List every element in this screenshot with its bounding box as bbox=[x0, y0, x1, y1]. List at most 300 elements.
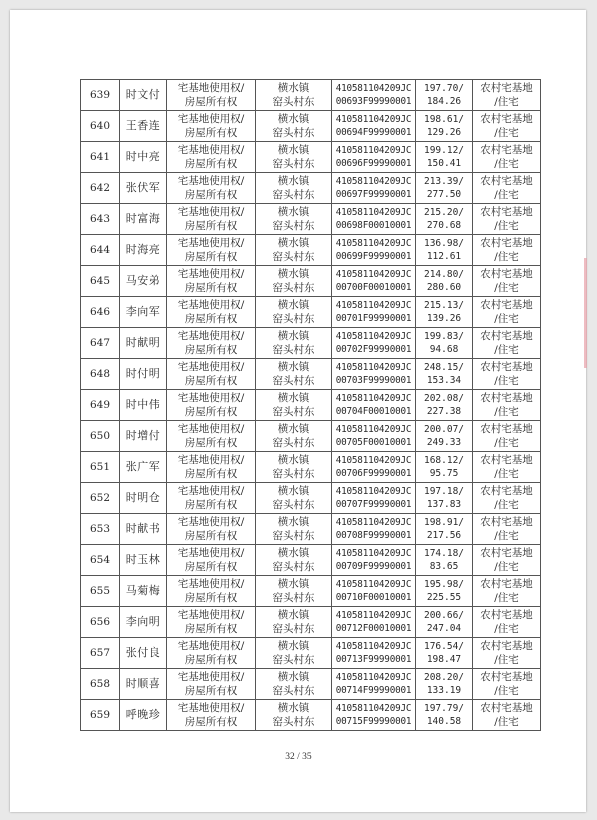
table-row bbox=[81, 700, 541, 731]
location-text: 横水镇 bbox=[277, 671, 310, 683]
location-text: 窑头村东 bbox=[272, 561, 315, 573]
location-cell bbox=[256, 514, 332, 545]
right-type-cell bbox=[167, 297, 256, 328]
right-type-text: 宅基地使用权/ bbox=[177, 578, 245, 590]
table-row bbox=[81, 390, 541, 421]
land-use-cell bbox=[473, 452, 541, 483]
area-text: 153.34 bbox=[426, 375, 462, 386]
row-number-text: 647 bbox=[89, 337, 111, 349]
unit-code-cell bbox=[332, 669, 416, 700]
unit-code-text: 00693F99990001 bbox=[335, 96, 412, 107]
owner-name-text: 张广军 bbox=[125, 460, 161, 473]
row-number-cell bbox=[81, 669, 120, 700]
area-text: 140.58 bbox=[426, 716, 462, 727]
owner-name-cell bbox=[120, 142, 167, 173]
row-number-text: 649 bbox=[89, 399, 111, 411]
right-type-text: 宅基地使用权/ bbox=[177, 516, 245, 528]
table-row bbox=[81, 266, 541, 297]
owner-name-cell bbox=[120, 576, 167, 607]
area-text: 198.47 bbox=[426, 654, 462, 665]
right-type-text: 房屋所有权 bbox=[184, 406, 238, 418]
land-use-text: /住宅 bbox=[494, 437, 519, 449]
right-type-cell bbox=[167, 700, 256, 731]
owner-name-text: 时明仓 bbox=[125, 491, 161, 504]
right-type-text: 房屋所有权 bbox=[184, 716, 238, 728]
location-text: 窑头村东 bbox=[272, 189, 315, 201]
owner-name-text: 王香连 bbox=[125, 119, 161, 132]
right-type-text: 宅基地使用权/ bbox=[177, 423, 245, 435]
area-text: 95.75 bbox=[429, 468, 459, 479]
land-use-text: /住宅 bbox=[494, 313, 519, 325]
land-use-cell bbox=[473, 421, 541, 452]
row-number-cell bbox=[81, 235, 120, 266]
location-cell bbox=[256, 483, 332, 514]
unit-code-text: 00699F99990001 bbox=[335, 251, 412, 262]
land-use-cell bbox=[473, 514, 541, 545]
land-use-text: /住宅 bbox=[494, 406, 519, 418]
location-text: 窑头村东 bbox=[272, 685, 315, 697]
unit-code-text: 410581104209JC bbox=[335, 424, 412, 435]
owner-name-cell bbox=[120, 390, 167, 421]
right-type-text: 宅基地使用权/ bbox=[177, 361, 245, 373]
table-body bbox=[81, 80, 541, 731]
row-number-cell bbox=[81, 483, 120, 514]
row-number-text: 653 bbox=[89, 523, 111, 535]
area-text: 270.68 bbox=[426, 220, 462, 231]
unit-code-cell bbox=[332, 700, 416, 731]
unit-code-text: 410581104209JC bbox=[335, 176, 412, 187]
table-row bbox=[81, 483, 541, 514]
location-text: 窑头村东 bbox=[272, 530, 315, 542]
unit-code-cell bbox=[332, 111, 416, 142]
area-text: 168.12/ bbox=[423, 455, 465, 466]
location-text: 横水镇 bbox=[277, 361, 310, 373]
location-text: 窑头村东 bbox=[272, 220, 315, 232]
table-row bbox=[81, 638, 541, 669]
right-type-cell bbox=[167, 669, 256, 700]
unit-code-text: 410581104209JC bbox=[335, 579, 412, 590]
page-number: 32 / 35 bbox=[285, 752, 312, 762]
unit-code-cell bbox=[332, 452, 416, 483]
unit-code-cell bbox=[332, 80, 416, 111]
right-type-text: 宅基地使用权/ bbox=[177, 640, 245, 652]
right-type-text: 房屋所有权 bbox=[184, 158, 238, 170]
land-use-text: 农村宅基地 bbox=[480, 640, 533, 652]
right-type-text: 房屋所有权 bbox=[184, 344, 238, 356]
owner-name-text: 李向明 bbox=[125, 615, 161, 628]
location-text: 横水镇 bbox=[277, 113, 310, 125]
land-use-text: 农村宅基地 bbox=[480, 454, 533, 466]
location-text: 横水镇 bbox=[277, 423, 310, 435]
right-type-text: 房屋所有权 bbox=[184, 654, 238, 666]
owner-name-cell bbox=[120, 638, 167, 669]
area-text: 199.12/ bbox=[423, 145, 465, 156]
table-row bbox=[81, 576, 541, 607]
table-row bbox=[81, 669, 541, 700]
unit-code-text: 00713F99990001 bbox=[335, 654, 412, 665]
land-use-text: /住宅 bbox=[494, 158, 519, 170]
row-number-text: 642 bbox=[89, 182, 111, 194]
land-use-text: /住宅 bbox=[494, 96, 519, 108]
row-number-cell bbox=[81, 111, 120, 142]
location-text: 窑头村东 bbox=[272, 158, 315, 170]
owner-name-cell bbox=[120, 111, 167, 142]
owner-name-text: 时文付 bbox=[125, 88, 161, 101]
right-type-cell bbox=[167, 328, 256, 359]
table-row bbox=[81, 359, 541, 390]
right-type-text: 宅基地使用权/ bbox=[177, 113, 245, 125]
area-cell bbox=[416, 266, 473, 297]
location-text: 横水镇 bbox=[277, 454, 310, 466]
land-use-text: /住宅 bbox=[494, 344, 519, 356]
area-cell bbox=[416, 173, 473, 204]
area-text: 197.18/ bbox=[423, 486, 465, 497]
row-number-cell bbox=[81, 80, 120, 111]
area-text: 248.15/ bbox=[423, 362, 465, 373]
unit-code-cell bbox=[332, 204, 416, 235]
right-type-text: 房屋所有权 bbox=[184, 189, 238, 201]
table-row bbox=[81, 204, 541, 235]
row-number-text: 646 bbox=[89, 306, 111, 318]
table-row bbox=[81, 545, 541, 576]
unit-code-text: 410581104209JC bbox=[335, 300, 412, 311]
land-use-text: 农村宅基地 bbox=[480, 237, 533, 249]
land-use-cell bbox=[473, 359, 541, 390]
area-text: 208.20/ bbox=[423, 672, 465, 683]
area-cell bbox=[416, 359, 473, 390]
table-row bbox=[81, 235, 541, 266]
right-type-cell bbox=[167, 545, 256, 576]
land-use-text: 农村宅基地 bbox=[480, 702, 533, 714]
area-text: 200.66/ bbox=[423, 610, 465, 621]
area-cell bbox=[416, 483, 473, 514]
row-number-cell bbox=[81, 638, 120, 669]
right-type-cell bbox=[167, 235, 256, 266]
row-number-cell bbox=[81, 700, 120, 731]
row-number-text: 654 bbox=[89, 554, 111, 566]
area-text: 198.91/ bbox=[423, 517, 465, 528]
land-use-text: /住宅 bbox=[494, 189, 519, 201]
unit-code-text: 410581104209JC bbox=[335, 269, 412, 280]
unit-code-text: 00701F99990001 bbox=[335, 313, 412, 324]
right-type-cell bbox=[167, 514, 256, 545]
right-type-text: 宅基地使用权/ bbox=[177, 237, 245, 249]
unit-code-cell bbox=[332, 173, 416, 204]
location-text: 窑头村东 bbox=[272, 96, 315, 108]
land-use-text: 农村宅基地 bbox=[480, 268, 533, 280]
row-number-cell bbox=[81, 390, 120, 421]
location-text: 窑头村东 bbox=[272, 437, 315, 449]
land-use-text: 农村宅基地 bbox=[480, 206, 533, 218]
right-type-cell bbox=[167, 576, 256, 607]
location-text: 窑头村东 bbox=[272, 468, 315, 480]
land-use-cell bbox=[473, 204, 541, 235]
table-row bbox=[81, 173, 541, 204]
area-text: 197.70/ bbox=[423, 83, 465, 94]
area-text: 133.19 bbox=[426, 685, 462, 696]
land-use-cell bbox=[473, 328, 541, 359]
right-type-text: 宅基地使用权/ bbox=[177, 299, 245, 311]
area-text: 195.98/ bbox=[423, 579, 465, 590]
unit-code-text: 410581104209JC bbox=[335, 145, 412, 156]
area-text: 94.68 bbox=[429, 344, 459, 355]
right-type-text: 宅基地使用权/ bbox=[177, 82, 245, 94]
unit-code-text: 00696F99990001 bbox=[335, 158, 412, 169]
location-text: 横水镇 bbox=[277, 299, 310, 311]
location-text: 窑头村东 bbox=[272, 344, 315, 356]
land-use-cell bbox=[473, 607, 541, 638]
area-cell bbox=[416, 297, 473, 328]
unit-code-cell bbox=[332, 359, 416, 390]
area-cell bbox=[416, 80, 473, 111]
owner-name-text: 时增付 bbox=[125, 429, 161, 442]
row-number-cell bbox=[81, 142, 120, 173]
unit-code-cell bbox=[332, 266, 416, 297]
row-number-cell bbox=[81, 204, 120, 235]
row-number-cell bbox=[81, 328, 120, 359]
area-text: 277.50 bbox=[426, 189, 462, 200]
land-use-cell bbox=[473, 80, 541, 111]
land-use-text: /住宅 bbox=[494, 654, 519, 666]
right-type-text: 宅基地使用权/ bbox=[177, 454, 245, 466]
location-cell bbox=[256, 669, 332, 700]
unit-code-text: 00715F99990001 bbox=[335, 716, 412, 727]
right-type-text: 房屋所有权 bbox=[184, 313, 238, 325]
area-text: 199.83/ bbox=[423, 331, 465, 342]
location-text: 横水镇 bbox=[277, 330, 310, 342]
area-cell bbox=[416, 421, 473, 452]
unit-code-cell bbox=[332, 483, 416, 514]
location-text: 横水镇 bbox=[277, 578, 310, 590]
row-number-cell bbox=[81, 607, 120, 638]
right-type-cell bbox=[167, 607, 256, 638]
location-text: 横水镇 bbox=[277, 485, 310, 497]
right-type-text: 房屋所有权 bbox=[184, 499, 238, 511]
right-type-text: 房屋所有权 bbox=[184, 375, 238, 387]
area-cell bbox=[416, 204, 473, 235]
owner-name-cell bbox=[120, 173, 167, 204]
location-text: 窑头村东 bbox=[272, 592, 315, 604]
right-type-cell bbox=[167, 452, 256, 483]
land-use-text: /住宅 bbox=[494, 623, 519, 635]
row-number-text: 645 bbox=[89, 275, 111, 287]
owner-name-text: 时富海 bbox=[125, 212, 161, 225]
unit-code-text: 00700F00010001 bbox=[335, 282, 412, 293]
right-type-cell bbox=[167, 80, 256, 111]
land-use-text: 农村宅基地 bbox=[480, 144, 533, 156]
owner-name-text: 时海亮 bbox=[125, 243, 161, 256]
location-text: 横水镇 bbox=[277, 547, 310, 559]
area-cell bbox=[416, 638, 473, 669]
location-text: 横水镇 bbox=[277, 702, 310, 714]
area-cell bbox=[416, 514, 473, 545]
location-cell bbox=[256, 328, 332, 359]
location-text: 窑头村东 bbox=[272, 127, 315, 139]
land-use-cell bbox=[473, 297, 541, 328]
unit-code-text: 410581104209JC bbox=[335, 393, 412, 404]
property-rights-table bbox=[80, 79, 541, 731]
location-text: 窑头村东 bbox=[272, 716, 315, 728]
unit-code-text: 00712F00010001 bbox=[335, 623, 412, 634]
location-text: 横水镇 bbox=[277, 82, 310, 94]
right-type-cell bbox=[167, 204, 256, 235]
row-number-text: 643 bbox=[89, 213, 111, 225]
row-number-text: 655 bbox=[89, 585, 111, 597]
right-type-text: 房屋所有权 bbox=[184, 623, 238, 635]
area-cell bbox=[416, 390, 473, 421]
area-text: 137.83 bbox=[426, 499, 462, 510]
owner-name-text: 时中亮 bbox=[125, 150, 161, 163]
unit-code-text: 00708F99990001 bbox=[335, 530, 412, 541]
land-use-cell bbox=[473, 111, 541, 142]
location-cell bbox=[256, 204, 332, 235]
unit-code-text: 410581104209JC bbox=[335, 207, 412, 218]
row-number-text: 658 bbox=[89, 678, 111, 690]
location-cell bbox=[256, 545, 332, 576]
area-cell bbox=[416, 111, 473, 142]
right-type-cell bbox=[167, 359, 256, 390]
right-type-text: 房屋所有权 bbox=[184, 220, 238, 232]
land-use-text: /住宅 bbox=[494, 685, 519, 697]
owner-name-cell bbox=[120, 421, 167, 452]
land-use-text: 农村宅基地 bbox=[480, 485, 533, 497]
right-type-text: 房屋所有权 bbox=[184, 437, 238, 449]
area-text: 150.41 bbox=[426, 158, 462, 169]
owner-name-cell bbox=[120, 359, 167, 390]
land-use-text: 农村宅基地 bbox=[480, 175, 533, 187]
location-text: 窑头村东 bbox=[272, 313, 315, 325]
location-cell bbox=[256, 80, 332, 111]
area-cell bbox=[416, 576, 473, 607]
land-use-text: 农村宅基地 bbox=[480, 299, 533, 311]
owner-name-text: 时玉林 bbox=[125, 553, 161, 566]
location-text: 横水镇 bbox=[277, 609, 310, 621]
land-use-cell bbox=[473, 638, 541, 669]
location-text: 窑头村东 bbox=[272, 282, 315, 294]
land-use-text: /住宅 bbox=[494, 127, 519, 139]
owner-name-cell bbox=[120, 235, 167, 266]
right-type-cell bbox=[167, 483, 256, 514]
owner-name-cell bbox=[120, 204, 167, 235]
area-text: 198.61/ bbox=[423, 114, 465, 125]
right-type-text: 房屋所有权 bbox=[184, 561, 238, 573]
right-type-text: 房屋所有权 bbox=[184, 592, 238, 604]
row-number-text: 639 bbox=[89, 89, 111, 101]
location-text: 窑头村东 bbox=[272, 654, 315, 666]
location-cell bbox=[256, 266, 332, 297]
unit-code-cell bbox=[332, 235, 416, 266]
location-cell bbox=[256, 359, 332, 390]
right-type-cell bbox=[167, 266, 256, 297]
area-text: 214.80/ bbox=[423, 269, 465, 280]
land-use-cell bbox=[473, 142, 541, 173]
land-use-text: 农村宅基地 bbox=[480, 330, 533, 342]
land-use-text: 农村宅基地 bbox=[480, 361, 533, 373]
land-use-text: /住宅 bbox=[494, 220, 519, 232]
owner-name-text: 张付良 bbox=[125, 646, 161, 659]
area-text: 197.79/ bbox=[423, 703, 465, 714]
unit-code-cell bbox=[332, 576, 416, 607]
right-type-text: 房屋所有权 bbox=[184, 127, 238, 139]
land-use-cell bbox=[473, 390, 541, 421]
row-number-cell bbox=[81, 359, 120, 390]
land-use-cell bbox=[473, 545, 541, 576]
right-type-cell bbox=[167, 638, 256, 669]
area-cell bbox=[416, 669, 473, 700]
unit-code-text: 410581104209JC bbox=[335, 548, 412, 559]
location-text: 窑头村东 bbox=[272, 623, 315, 635]
unit-code-text: 00705F00010001 bbox=[335, 437, 412, 448]
area-text: 112.61 bbox=[426, 251, 462, 262]
location-cell bbox=[256, 111, 332, 142]
location-text: 横水镇 bbox=[277, 144, 310, 156]
owner-name-cell bbox=[120, 700, 167, 731]
row-number-text: 652 bbox=[89, 492, 111, 504]
unit-code-text: 410581104209JC bbox=[335, 672, 412, 683]
unit-code-text: 00702F99990001 bbox=[335, 344, 412, 355]
location-cell bbox=[256, 421, 332, 452]
location-text: 窑头村东 bbox=[272, 251, 315, 263]
unit-code-text: 410581104209JC bbox=[335, 517, 412, 528]
row-number-cell bbox=[81, 545, 120, 576]
land-use-text: 农村宅基地 bbox=[480, 423, 533, 435]
area-cell bbox=[416, 700, 473, 731]
unit-code-text: 410581104209JC bbox=[335, 703, 412, 714]
location-text: 窑头村东 bbox=[272, 499, 315, 511]
owner-name-cell bbox=[120, 545, 167, 576]
owner-name-text: 时中伟 bbox=[125, 398, 161, 411]
land-use-cell bbox=[473, 669, 541, 700]
right-type-cell bbox=[167, 421, 256, 452]
owner-name-cell bbox=[120, 669, 167, 700]
land-use-text: /住宅 bbox=[494, 592, 519, 604]
land-use-text: /住宅 bbox=[494, 375, 519, 387]
area-text: 184.26 bbox=[426, 96, 462, 107]
land-use-text: 农村宅基地 bbox=[480, 113, 533, 125]
row-number-cell bbox=[81, 421, 120, 452]
row-number-text: 640 bbox=[89, 120, 111, 132]
owner-name-cell bbox=[120, 328, 167, 359]
unit-code-cell bbox=[332, 142, 416, 173]
area-text: 213.39/ bbox=[423, 176, 465, 187]
table-row bbox=[81, 111, 541, 142]
unit-code-text: 410581104209JC bbox=[335, 114, 412, 125]
location-cell bbox=[256, 638, 332, 669]
location-cell bbox=[256, 390, 332, 421]
unit-code-text: 00706F99990001 bbox=[335, 468, 412, 479]
owner-name-cell bbox=[120, 483, 167, 514]
land-use-text: 农村宅基地 bbox=[480, 82, 533, 94]
right-type-text: 宅基地使用权/ bbox=[177, 268, 245, 280]
area-cell bbox=[416, 142, 473, 173]
land-use-cell bbox=[473, 483, 541, 514]
area-text: 249.33 bbox=[426, 437, 462, 448]
table-row bbox=[81, 297, 541, 328]
owner-name-cell bbox=[120, 266, 167, 297]
unit-code-text: 00707F99990001 bbox=[335, 499, 412, 510]
location-cell bbox=[256, 452, 332, 483]
land-use-text: 农村宅基地 bbox=[480, 392, 533, 404]
area-cell bbox=[416, 328, 473, 359]
area-cell bbox=[416, 545, 473, 576]
area-text: 215.13/ bbox=[423, 300, 465, 311]
right-type-text: 房屋所有权 bbox=[184, 96, 238, 108]
right-type-text: 宅基地使用权/ bbox=[177, 671, 245, 683]
location-text: 横水镇 bbox=[277, 392, 310, 404]
area-cell bbox=[416, 607, 473, 638]
location-cell bbox=[256, 297, 332, 328]
area-text: 139.26 bbox=[426, 313, 462, 324]
